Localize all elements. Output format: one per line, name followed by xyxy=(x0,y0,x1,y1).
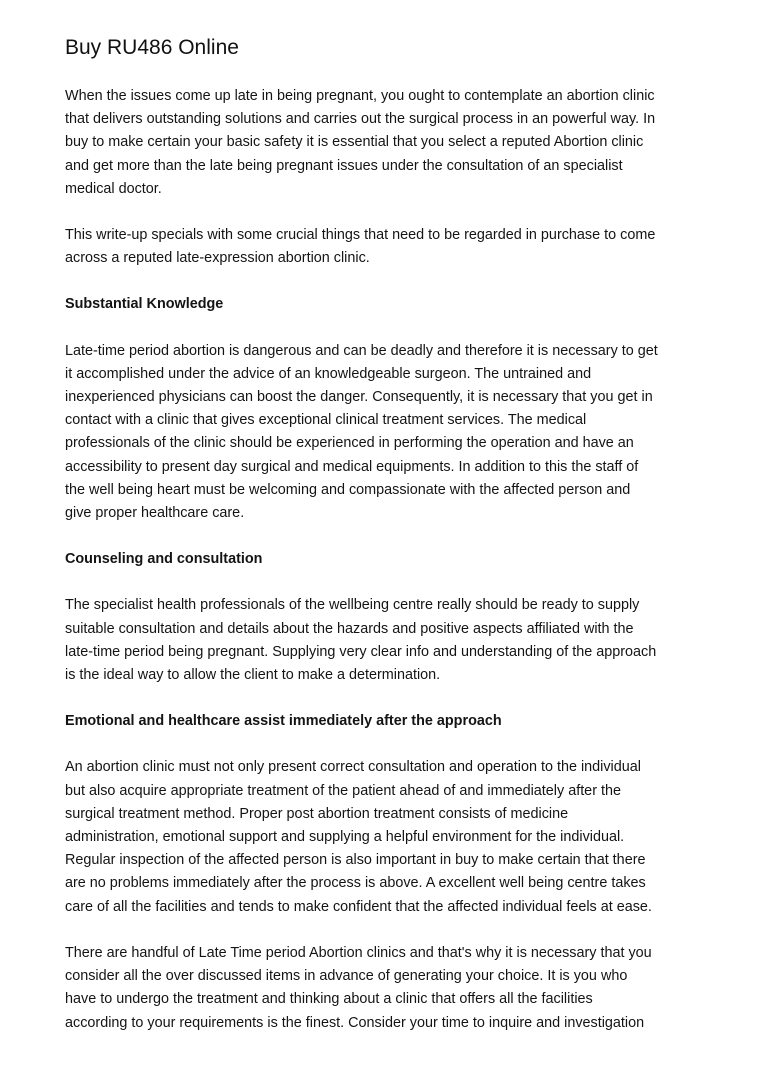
text-line: across a reputed late-expression abortion clinic. xyxy=(65,250,370,267)
text-line: have to undergo the treatment and thinking about a clinic that offers all the facilities xyxy=(65,991,593,1008)
text-line: but also acquire appropriate treatment of the patient ahead of and immediately after the xyxy=(65,782,621,799)
text-line: Late-time period abortion is dangerous and can be deadly and therefore it is necessary to get xyxy=(65,342,658,359)
paragraph-support xyxy=(65,756,715,918)
text-line: medical doctor. xyxy=(65,180,162,197)
text-line: surgical treatment method. Proper post abortion treatment consists of medicine xyxy=(65,805,569,822)
paragraph-overview xyxy=(65,224,715,270)
section-heading-support: Emotional and healthcare assist immediately after the approach xyxy=(65,713,502,730)
document-page xyxy=(65,34,715,1058)
text-line: give proper healthcare care. xyxy=(65,505,245,522)
document-title: Buy RU486 Online xyxy=(65,36,239,59)
text-line: is the ideal way to allow the client to make a determination. xyxy=(65,667,441,684)
text-line: professionals of the clinic should be experienced in performing the operation and have an xyxy=(65,435,634,452)
text-line: The specialist health professionals of the wellbeing centre really should be ready to supply xyxy=(65,597,640,614)
text-line: and get more than the late being pregnant issues under the consultation of an specialist xyxy=(65,157,623,174)
text-line: suitable consultation and details about the hazards and positive aspects affiliated with the xyxy=(65,620,634,637)
text-line: that delivers outstanding solutions and carries out the surgical process in an powerful way. In xyxy=(65,111,656,128)
text-line: This write-up specials with some crucial things that need to be regarded in purchase to come xyxy=(65,227,656,244)
text-line: according to your requirements is the finest. Consider your time to inquire and investigation xyxy=(65,1014,645,1031)
text-line: When the issues come up late in being pregnant, you ought to contemplate an abortion clinic xyxy=(65,88,655,104)
text-line: inexperienced physicians can boost the danger. Consequently, it is necessary that you get in xyxy=(65,389,653,406)
text-line: There are handful of Late Time period Abortion clinics and that's why it is necessary that you xyxy=(65,944,652,961)
text-line: care of all the facilities and tends to make confident that the affected individual feels at ease. xyxy=(65,898,652,915)
text-line: late-time period being pregnant. Supplying very clear info and understanding of the approach xyxy=(65,643,657,660)
text-line: it accomplished under the advice of an knowledgeable surgeon. The untrained and xyxy=(65,365,592,382)
text-line: buy to make certain your basic safety it is essential that you select a reputed Abortion clinic xyxy=(65,134,644,151)
text-line: accessibility to present day surgical and medical equipments. In addition to this the staff of xyxy=(65,458,639,475)
text-line: An abortion clinic must not only present correct consultation and operation to the individual xyxy=(65,759,641,776)
paragraph-conclusion xyxy=(65,942,715,1035)
text-line: the well being heart must be welcoming and compassionate with the affected person and xyxy=(65,481,631,498)
paragraph-knowledge xyxy=(65,340,715,526)
section-heading-counseling: Counseling and consultation xyxy=(65,551,263,568)
text-line: consider all the over discussed items in advance of generating your choice. It is you who xyxy=(65,968,628,985)
text-line: administration, emotional support and supplying a helpful environment for the individual. xyxy=(65,829,625,846)
section-heading-knowledge: Substantial Knowledge xyxy=(65,296,224,313)
text-line: contact with a clinic that gives exceptional clinical treatment services. The medical xyxy=(65,412,587,429)
text-line: are no problems immediately after the process is above. A excellent well being centre takes xyxy=(65,875,646,892)
paragraph-counseling xyxy=(65,594,715,687)
text-line: Regular inspection of the affected person is also important in buy to make certain that there xyxy=(65,852,646,869)
paragraph-intro xyxy=(65,85,715,201)
